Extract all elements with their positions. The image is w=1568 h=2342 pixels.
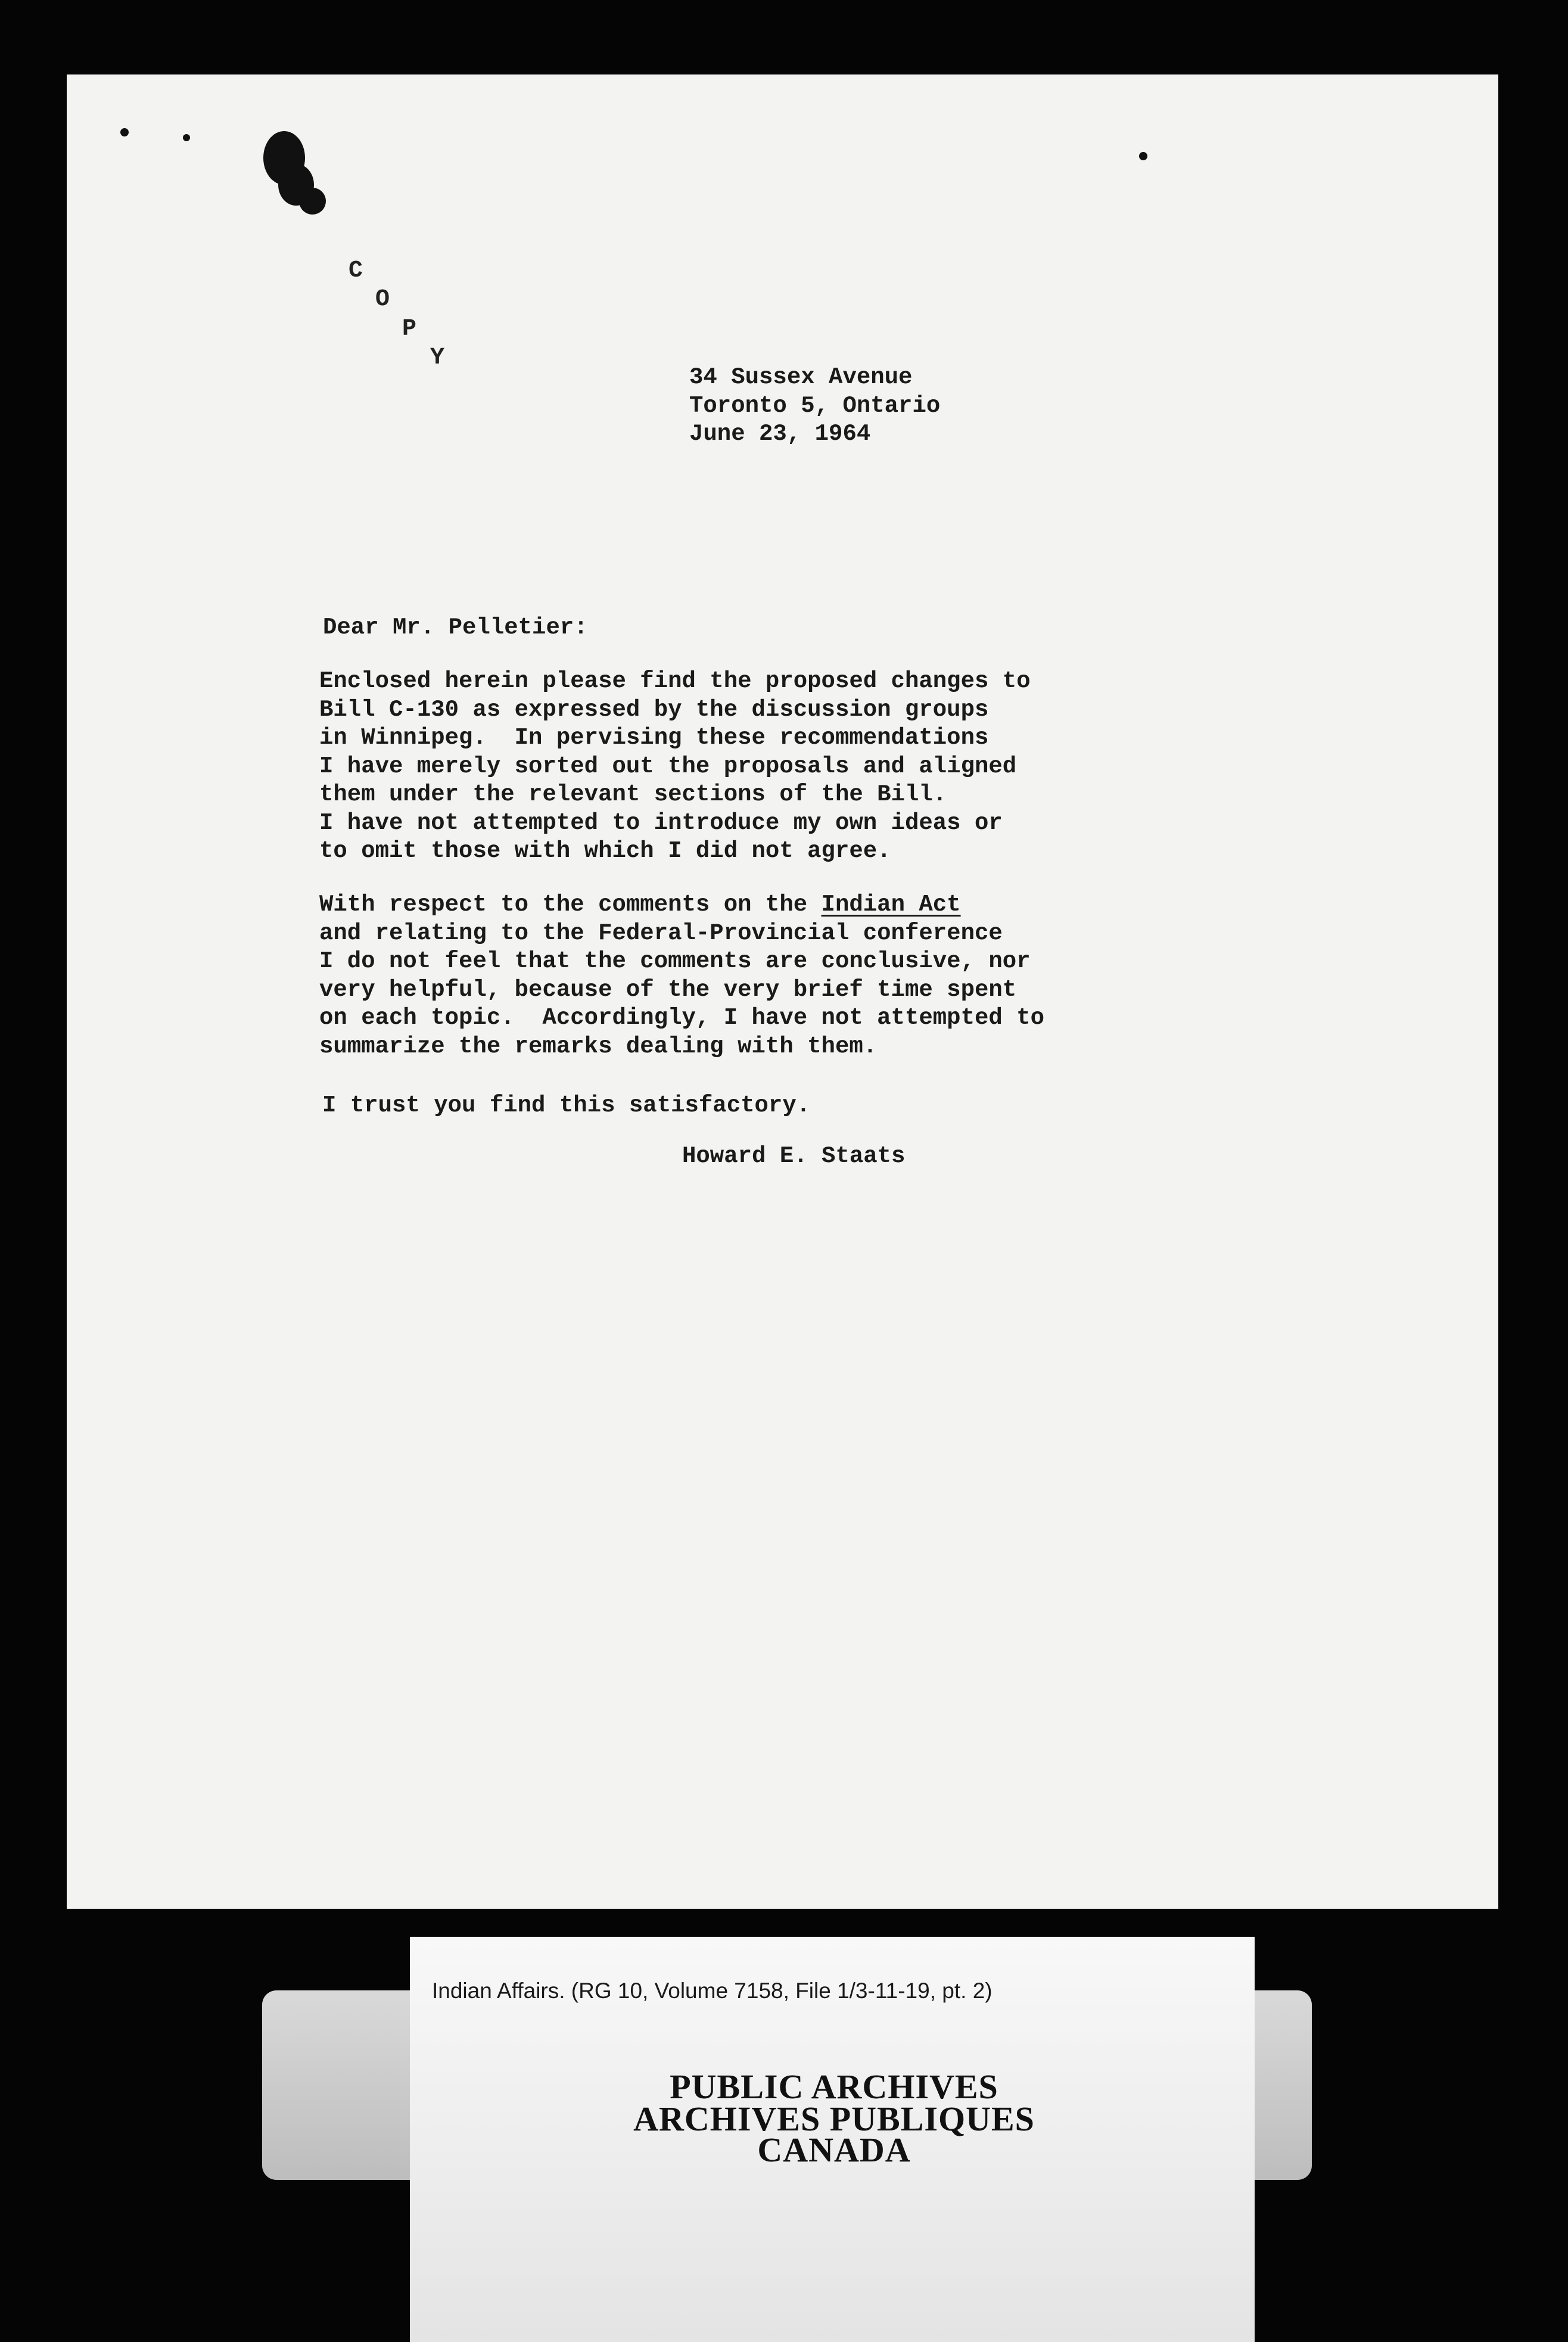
salutation: Dear Mr. Pelletier:: [323, 614, 588, 641]
letter-date: June 23, 1964: [689, 421, 871, 447]
underlined-act-title: Indian Act: [821, 892, 961, 918]
body-line: I have not attempted to introduce my own ideas or: [319, 809, 1003, 836]
body-line: I have merely sorted out the proposals and aligned: [319, 753, 1017, 779]
address-line: Toronto 5, Ontario: [689, 392, 941, 419]
ink-speck: [1139, 152, 1147, 160]
body-line: to omit those with which I did not agree.: [319, 838, 891, 864]
copy-mark-letter: O: [375, 286, 390, 313]
body-line: them under the relevant sections of the Bill.: [319, 781, 947, 807]
body-line: and relating to the Federal-Provincial conference: [319, 920, 1003, 946]
body-line: I do not feel that the comments are conclusive, nor: [319, 948, 1031, 974]
body-line-prefix: With respect to the comments on the: [319, 892, 822, 918]
body-line: on each topic. Accordingly, I have not attempted to: [319, 1005, 1044, 1031]
copy-mark-letter: C: [349, 257, 363, 284]
body-line: Bill C-130 as expressed by the discussion groups: [319, 696, 989, 723]
address-line: 34 Sussex Avenue: [689, 364, 913, 390]
body-line: Enclosed herein please find the proposed changes to: [319, 668, 1031, 694]
ink-speck: [120, 128, 129, 136]
archive-stamp-line: PUBLIC ARCHIVES: [670, 2067, 998, 2106]
copy-mark-letter: P: [402, 316, 417, 343]
body-line: in Winnipeg. In pervising these recommendations: [319, 725, 989, 751]
paragraph-2: [319, 891, 1044, 1061]
ink-blot: [299, 188, 326, 215]
paragraph-1: [319, 667, 1031, 866]
ink-speck: [183, 134, 190, 141]
archive-stamp-line: CANADA: [757, 2130, 911, 2169]
archive-reference: Indian Affairs. (RG 10, Volume 7158, File 1/3-11-19, pt. 2): [432, 1978, 993, 2003]
copy-mark-letter: Y: [430, 344, 445, 371]
body-line: very helpful, because of the very brief time spent: [319, 976, 1017, 1003]
closing-line: I trust you find this satisfactory.: [322, 1092, 811, 1119]
body-line: [319, 891, 1044, 920]
signature-name: Howard E. Staats: [682, 1143, 906, 1169]
archive-stamp-line: ARCHIVES PUBLIQUES: [633, 2099, 1035, 2138]
body-line: summarize the remarks dealing with them.: [319, 1033, 878, 1060]
sender-address: [689, 364, 940, 449]
